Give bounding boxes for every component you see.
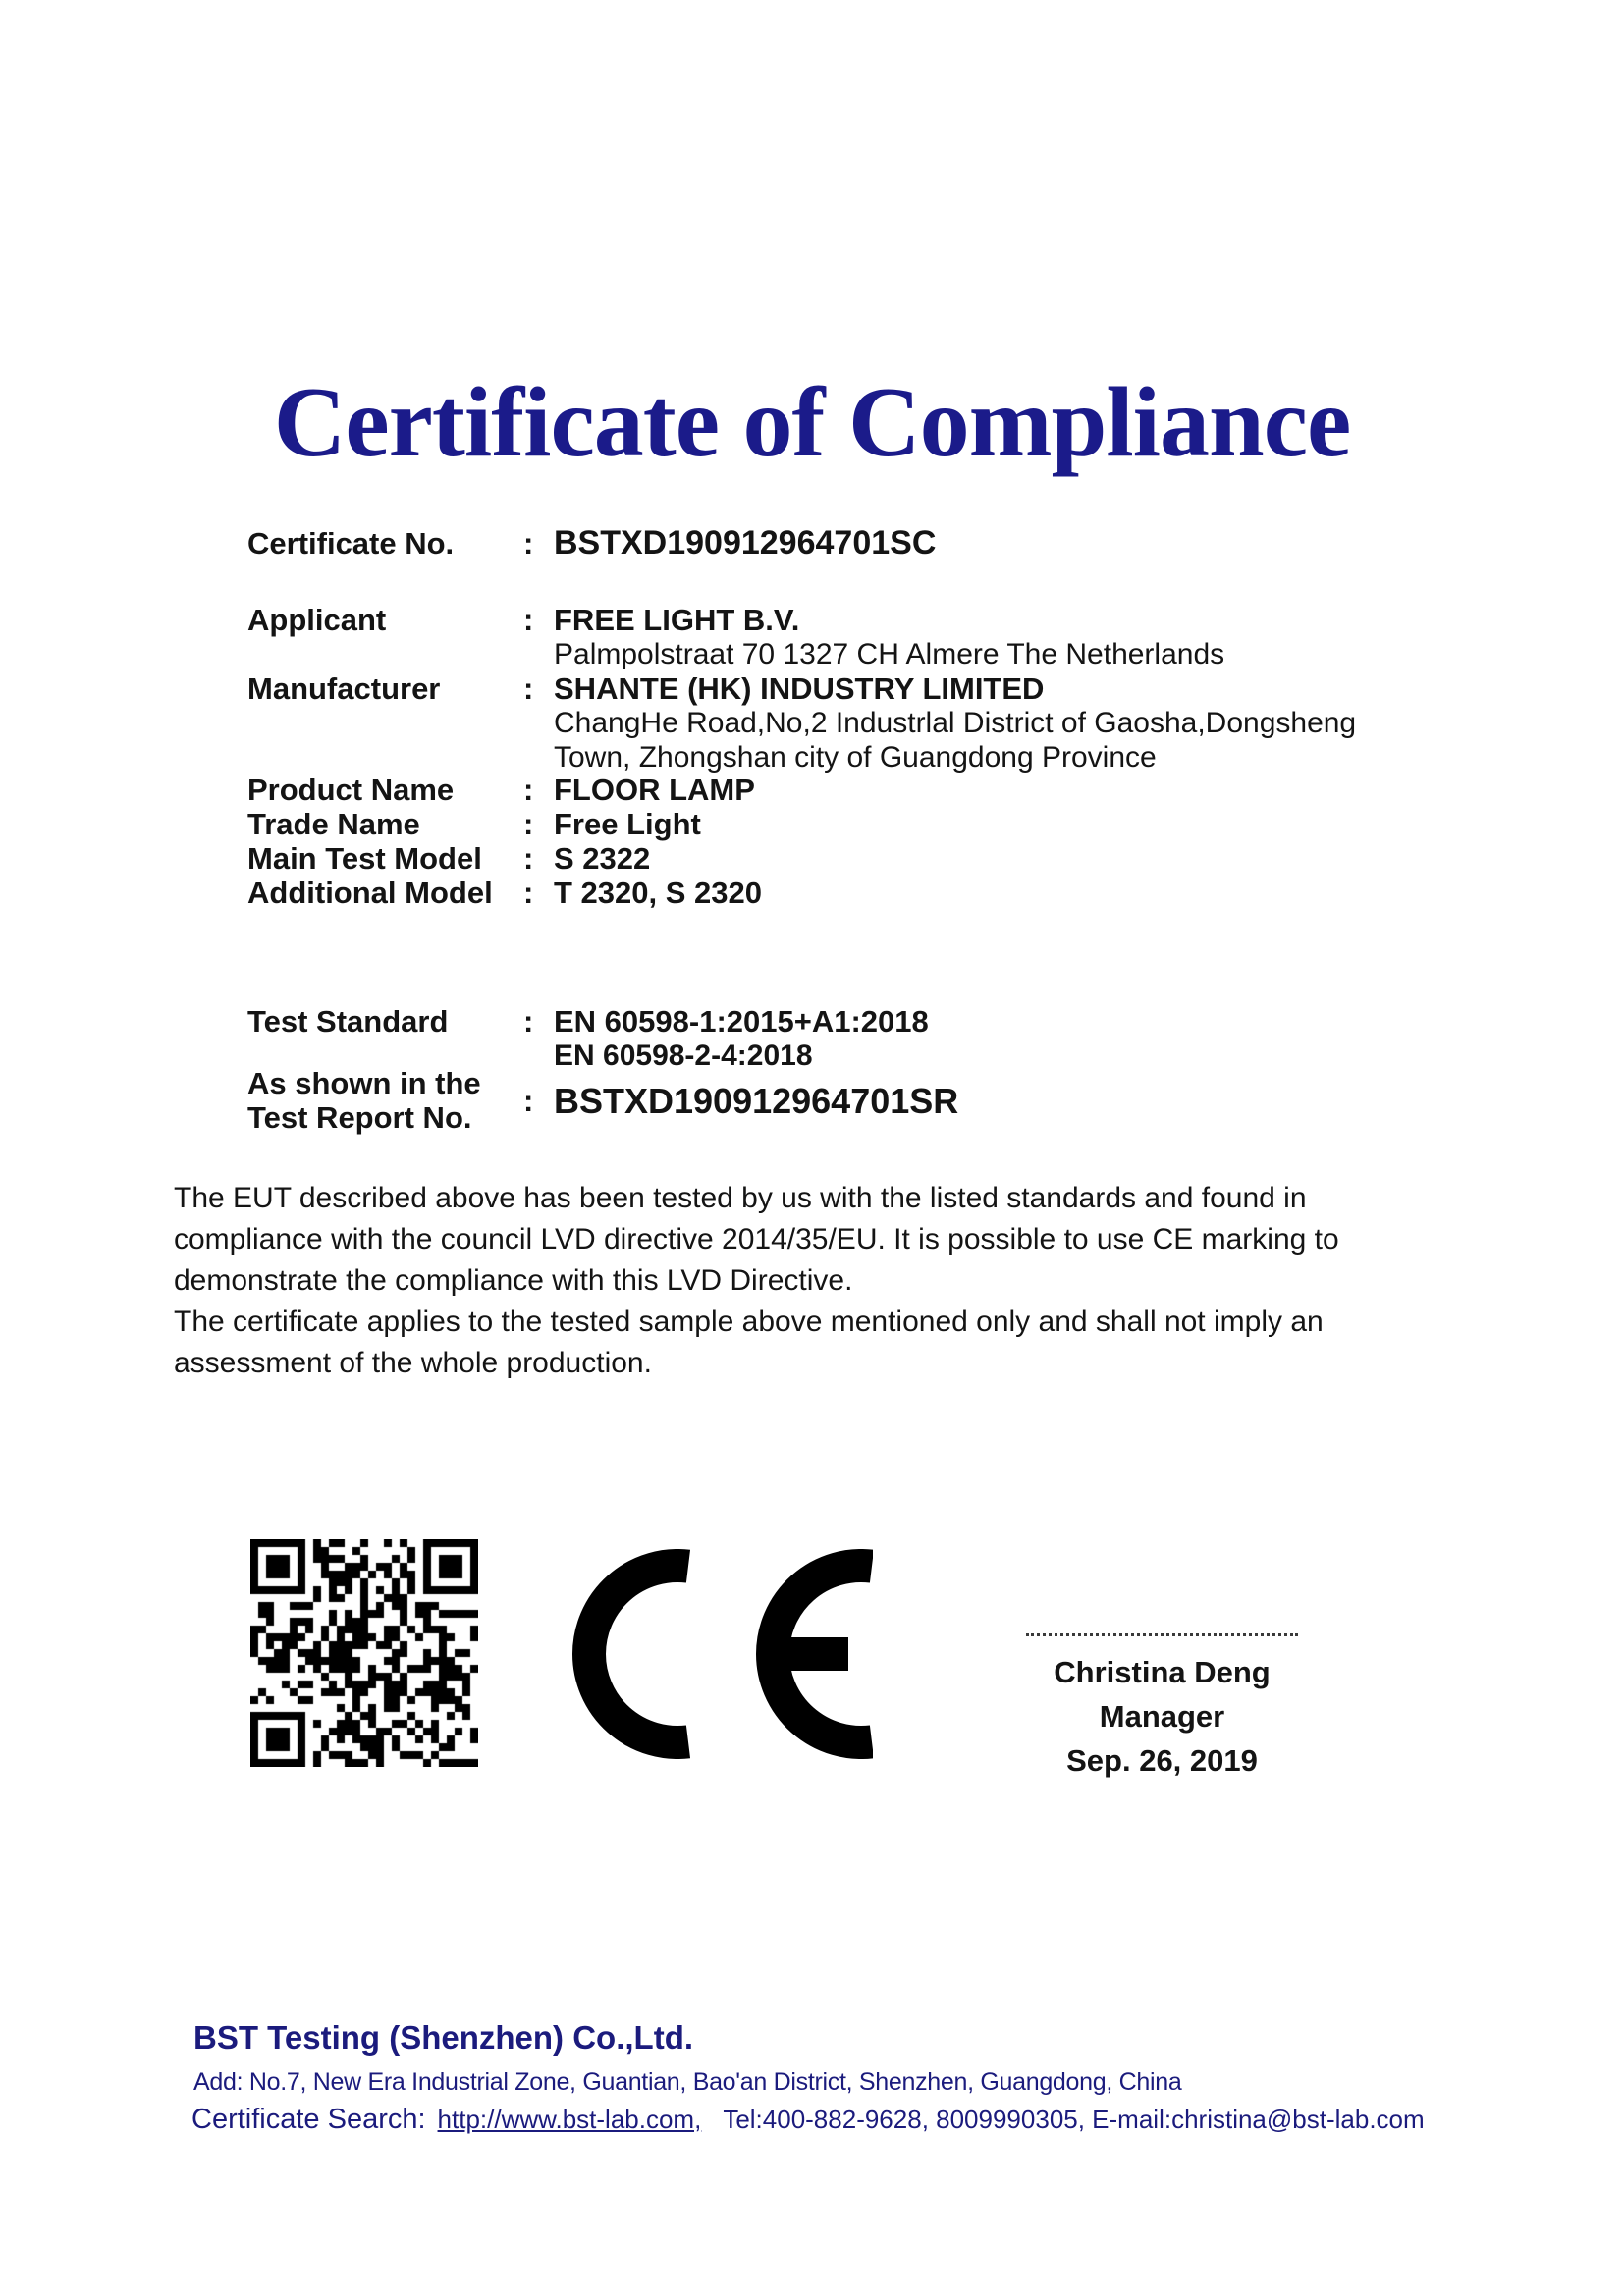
field-value: FREE LIGHT B.V. xyxy=(554,603,800,637)
field-label: Trade Name xyxy=(247,807,420,841)
lab-address: Add: No.7, New Era Industrial Zone, Guantian, Bao'an District, Shenzhen, Guangdong, China xyxy=(193,2068,1182,2096)
field-value: S 2322 xyxy=(554,841,651,876)
field-value: Free Light xyxy=(554,807,701,841)
field-label: Main Test Model xyxy=(247,841,482,876)
footer-contact: Tel:400-882-9628, 8009990305, E-mail:christina@bst-lab.com xyxy=(723,2105,1425,2134)
test-standard-line2: EN 60598-2-4:2018 xyxy=(554,1040,813,1072)
certificate-search-line xyxy=(191,2103,1425,2136)
field-colon: : xyxy=(523,876,534,910)
field-colon: : xyxy=(523,841,534,876)
field-colon: : xyxy=(523,671,534,706)
applicant-address: Palmpolstraat 70 1327 CH Almere The Netherlands xyxy=(554,638,1225,670)
signature-dotted-line xyxy=(1026,1633,1298,1636)
signatory-name: Christina Deng xyxy=(1054,1655,1271,1689)
field-value: T 2320, S 2320 xyxy=(554,876,762,910)
field-label: Applicant xyxy=(247,603,387,637)
statement-paragraph-2: The certificate applies to the tested sample above mentioned only and shall not imply an assessment of the whole production. xyxy=(174,1306,1324,1379)
field-label-line1: As shown in the xyxy=(247,1066,481,1100)
field-colon: : xyxy=(523,526,534,561)
field-colon: : xyxy=(523,1004,534,1039)
field-label: Test Standard xyxy=(247,1004,449,1039)
compliance-statement xyxy=(174,1178,1419,1384)
lab-name: BST Testing (Shenzhen) Co.,Ltd. xyxy=(193,2019,694,2056)
statement-paragraph-1: The EUT described above has been tested by us with the listed standards and found in compliance with the council LVD directive 2014/35/EU. It is possible to use CE marking to demonstrate the compliance with this LVD Directive. xyxy=(174,1182,1339,1297)
certificate-title: Certificate of Compliance xyxy=(273,367,1351,478)
field-value: FLOOR LAMP xyxy=(554,773,755,807)
field-label-line2: Test Report No. xyxy=(247,1100,472,1135)
qr-code xyxy=(250,1539,478,1767)
field-colon: : xyxy=(523,1083,534,1118)
certificate-search-label: Certificate Search: xyxy=(191,2104,426,2135)
manufacturer-address-line2: Town, Zhongshan city of Guangdong Province xyxy=(554,741,1157,774)
field-colon: : xyxy=(523,603,534,637)
manufacturer-address-line1: ChangHe Road,No,2 Industrlal District of Gaosha,Dongsheng xyxy=(554,707,1357,739)
field-value: BSTXD190912964701SC xyxy=(554,524,937,561)
signatory-title: Manager xyxy=(1099,1699,1225,1734)
field-row-additional-model xyxy=(247,876,762,910)
field-colon: : xyxy=(523,807,534,841)
field-label xyxy=(247,1066,523,1135)
field-label: Product Name xyxy=(247,773,455,807)
field-value: SHANTE (HK) INDUSTRY LIMITED xyxy=(554,671,1045,706)
field-row-test-report xyxy=(247,1066,958,1135)
field-row-trade-name xyxy=(247,807,701,841)
ce-mark-icon xyxy=(572,1549,873,1759)
field-row-product-name xyxy=(247,773,755,807)
field-row-manufacturer xyxy=(247,671,1044,706)
field-label: Certificate No. xyxy=(247,526,455,561)
field-value: BSTXD190912964701SR xyxy=(554,1080,959,1121)
field-row-applicant xyxy=(247,603,799,637)
signature-block xyxy=(1026,1633,1298,1783)
field-row-certificate-no xyxy=(247,526,936,561)
field-row-test-standard xyxy=(247,1004,929,1039)
field-value: EN 60598-1:2015+A1:2018 xyxy=(554,1004,929,1039)
signature-date: Sep. 26, 2019 xyxy=(1066,1743,1258,1778)
field-row-main-test-model xyxy=(247,841,650,876)
certificate-search-link[interactable]: http://www.bst-lab.com, xyxy=(437,2105,702,2134)
field-label: Additional Model xyxy=(247,876,493,910)
field-label: Manufacturer xyxy=(247,671,441,706)
field-colon: : xyxy=(523,773,534,807)
